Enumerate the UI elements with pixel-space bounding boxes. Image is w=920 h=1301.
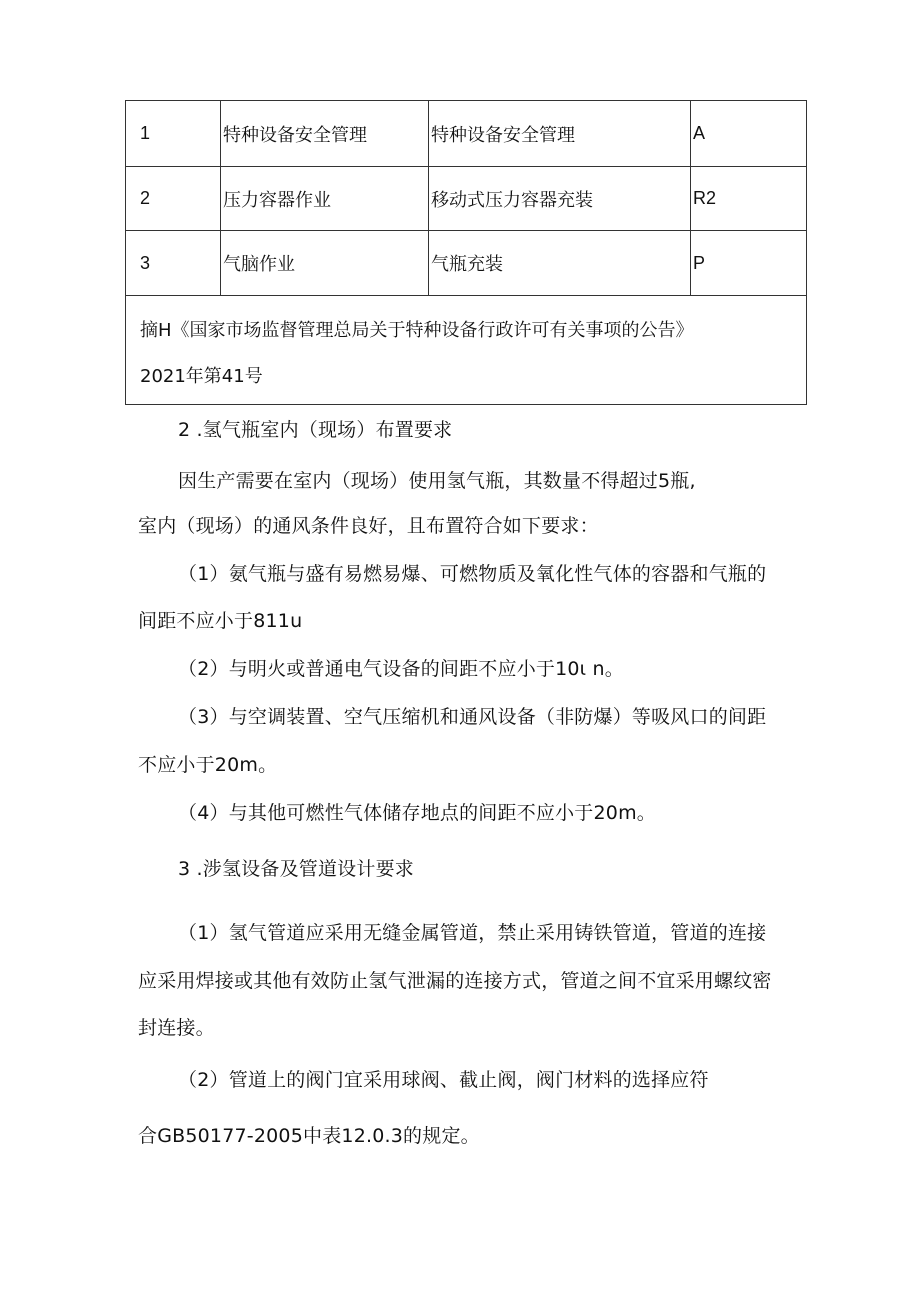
row-item: 气瓶充装 — [429, 231, 691, 295]
paragraph-line: 封连接。 — [138, 1017, 215, 1039]
paragraph-line: （3）与空调装置、空气压缩机和通风设备（非防爆）等吸风口的间距 — [178, 706, 767, 728]
row-number: 1 — [126, 101, 221, 166]
paragraph-line: （1）氢气管道应采用无缝金属管道，禁止采用铸铁管道，管道的连接 — [178, 922, 767, 944]
table-row — [126, 101, 806, 167]
row-number: 2 — [126, 167, 221, 230]
table-row — [126, 231, 806, 296]
row-code: P — [693, 252, 706, 273]
paragraph-line: 合GB50177-2005中表12.0.3的规定。 — [138, 1125, 480, 1147]
paragraph-line: （2）管道上的阀门宜采用球阀、截止阀，阀门材料的选择应符 — [178, 1069, 709, 1091]
table-source-note — [126, 296, 806, 406]
source-note-line: 摘H《国家市场监督管理总局关于特种设备行政许可有关事项的公告》 — [140, 320, 694, 341]
paragraph-line: 间距不应小于811u — [138, 610, 303, 632]
row-code: R2 — [693, 188, 717, 208]
license-table — [125, 100, 807, 405]
paragraph-line: （4）与其他可燃性气体储存地点的间距不应小于20m。 — [178, 802, 656, 824]
paragraph-line: 应采用焊接或其他有效防止氢气泄漏的连接方式，管道之间不宜采用螺纹密 — [138, 970, 772, 992]
paragraph-line: 不应小于20m。 — [138, 754, 278, 776]
section-heading: 2 .氢气瓶室内（现场）布置要求 — [178, 419, 453, 441]
paragraph-line: （2）与明火或普通电气设备的间距不应小于10ι n。 — [178, 658, 624, 680]
row-category: 特种设备安全管理 — [221, 101, 429, 166]
row-item: 特种设备安全管理 — [429, 101, 691, 166]
row-number: 3 — [126, 231, 221, 295]
row-code: A — [693, 123, 706, 143]
row-category: 压力容器作业 — [221, 167, 429, 230]
section-heading: 3 .涉氢设备及管道设计要求 — [178, 858, 414, 880]
source-note-line: 2021年第41号 — [140, 366, 263, 387]
row-category: 气脑作业 — [221, 231, 429, 295]
paragraph-line: （1）氨气瓶与盛有易燃易爆、可燃物质及氧化性气体的容器和气瓶的 — [178, 563, 767, 585]
table-row — [126, 167, 806, 231]
row-item: 移动式压力容器充装 — [429, 167, 691, 230]
paragraph-line: 室内（现场）的通风条件良好，且布置符合如下要求： — [138, 515, 599, 537]
paragraph-line: 因生产需要在室内（现场）使用氢气瓶，其数量不得超过5瓶, — [178, 470, 696, 492]
